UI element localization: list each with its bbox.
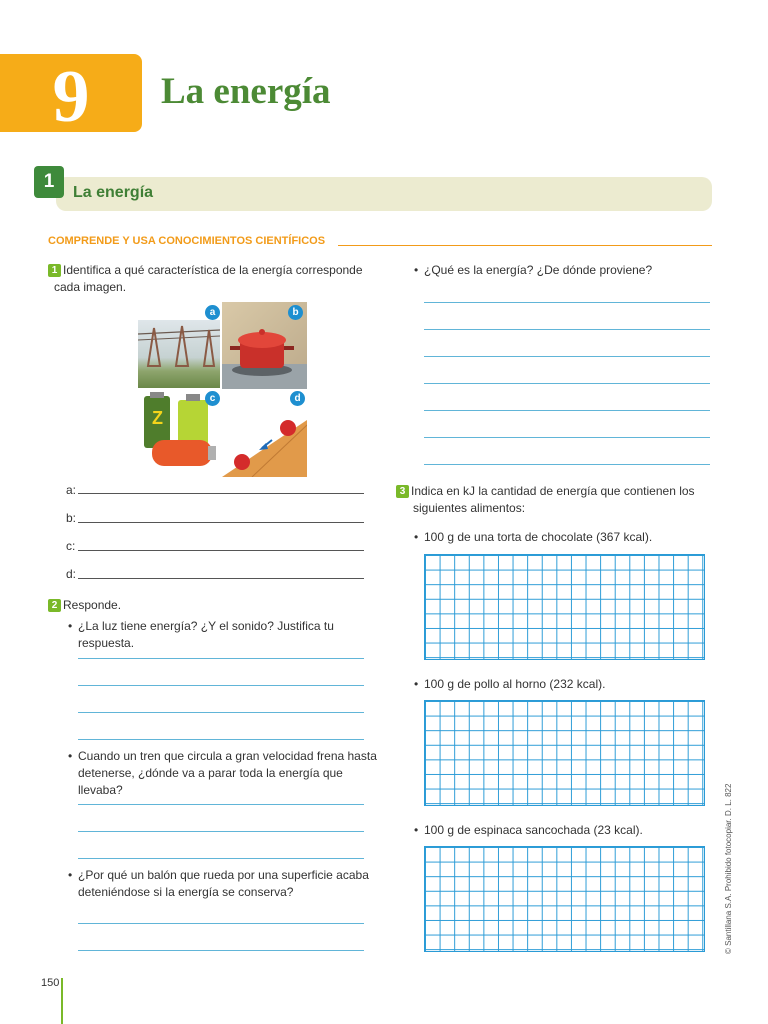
section-number: 1 <box>34 166 64 198</box>
answer-line[interactable] <box>78 712 364 713</box>
answer-line[interactable] <box>78 739 364 740</box>
question-2-title: Responde. <box>63 598 122 612</box>
question-3 <box>396 483 716 517</box>
question-2-bullet-2-line2: detenerse, ¿dónde va a parar toda la energía que llevaba? <box>78 766 343 797</box>
answer-line-c[interactable] <box>78 550 364 551</box>
answer-label-a: a: <box>66 483 77 497</box>
answer-label-c: c: <box>66 539 76 553</box>
food-item-baked-chicken: • 100 g de pollo al horno (232 kcal). <box>424 676 714 693</box>
answer-line-b[interactable] <box>78 522 364 523</box>
svg-text:Z: Z <box>152 408 163 428</box>
answer-line[interactable] <box>78 831 364 832</box>
competence-heading: COMPRENDE Y USA CONOCIMIENTOS CIENTÍFICOS <box>48 235 326 247</box>
answer-label-b: b: <box>66 511 77 525</box>
power-lines-image <box>138 320 220 388</box>
competence-rule <box>338 245 712 246</box>
food-item-chocolate-cake: • 100 g de una torta de chocolate (367 kcal). <box>424 529 714 546</box>
copyright-notice: © Santillana S.A. Prohibido fotocopiar. D. L. 822 <box>724 783 733 954</box>
answer-line[interactable] <box>424 437 710 438</box>
image-label-a: a <box>205 305 220 320</box>
question-2 <box>48 597 121 614</box>
question-2-bullet-1: • ¿La luz tiene energía? ¿Y el sonido? Justifica tu respuesta. <box>78 618 378 652</box>
image-label-c: c <box>205 391 220 406</box>
image-label-b: b <box>288 305 303 320</box>
image-label-d: d <box>290 391 305 406</box>
answer-line[interactable] <box>78 658 364 659</box>
answer-line[interactable] <box>78 950 364 951</box>
answer-line[interactable] <box>424 329 710 330</box>
answer-label-d: d: <box>66 567 77 581</box>
answer-line[interactable] <box>424 302 710 303</box>
question-2-bullet-4: • ¿Qué es la energía? ¿De dónde proviene? <box>424 262 714 279</box>
answer-line-a[interactable] <box>78 493 364 494</box>
answer-line[interactable] <box>78 858 364 859</box>
answer-line[interactable] <box>424 410 710 411</box>
calculation-grid[interactable] <box>424 846 705 952</box>
question-1-text-line2: cada imagen. <box>54 280 127 294</box>
answer-line[interactable] <box>78 923 364 924</box>
answer-line[interactable] <box>78 685 364 686</box>
answer-line[interactable] <box>424 356 710 357</box>
page-number-rule <box>61 978 63 1024</box>
question-3-text-line2: siguientes alimentos: <box>413 501 526 515</box>
question-2-number: 2 <box>48 599 61 612</box>
section-title: La energía <box>73 184 154 201</box>
answer-line[interactable] <box>424 383 710 384</box>
calculation-grid[interactable] <box>424 700 705 806</box>
question-1-number: 1 <box>48 264 61 277</box>
chapter-title: La energía <box>161 71 331 112</box>
page-number: 150 <box>41 977 60 989</box>
question-2-bullet-3-line2: deteniéndose si la energía se conserva? <box>78 885 294 899</box>
section-band <box>56 177 712 211</box>
answer-line[interactable] <box>424 464 710 465</box>
food-item-spinach: • 100 g de espinaca sancochada (23 kcal). <box>424 822 714 839</box>
question-1 <box>48 262 378 296</box>
calculation-grid[interactable] <box>424 554 705 660</box>
question-2-bullet-2 <box>78 748 378 799</box>
question-2-bullet-3 <box>78 867 378 901</box>
question-1-text-line1: Identifica a qué característica de la energía corresponde <box>63 263 363 277</box>
answer-line[interactable] <box>78 804 364 805</box>
chapter-number: 9 <box>52 56 90 138</box>
question-2-bullet-3-line1: ¿Por qué un balón que rueda por una superficie acaba <box>78 868 369 882</box>
question-3-text-line1: Indica en kJ la cantidad de energía que contienen los <box>411 484 695 498</box>
power-tower-icon <box>138 320 220 388</box>
question-2-bullet-2-line1: Cuando un tren que circula a gran velocidad frena hasta <box>78 749 377 763</box>
answer-line-d[interactable] <box>78 578 364 579</box>
question-3-number: 3 <box>396 485 409 498</box>
